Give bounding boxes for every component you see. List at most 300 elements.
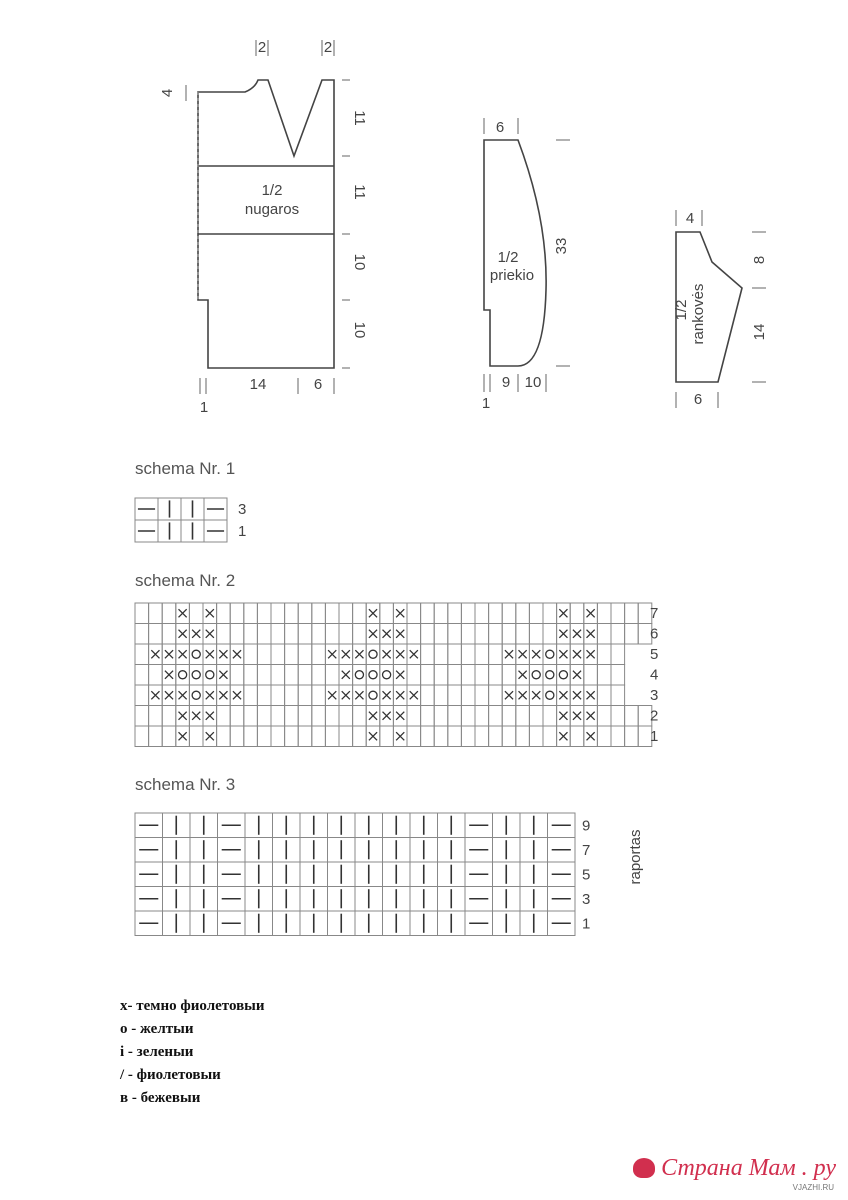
grid-cell [339, 603, 353, 624]
grid-cell [407, 706, 421, 727]
grid-cell [244, 644, 258, 665]
schema3-side-label: raportas [627, 829, 644, 885]
grid-cell [257, 603, 271, 624]
grid-cell [298, 706, 312, 727]
cross-mark [573, 671, 581, 679]
row-number: 1 [582, 915, 591, 933]
row-number: 5 [582, 866, 591, 884]
grid-cell [421, 726, 435, 747]
grid-cell [230, 603, 244, 624]
grid-cell [298, 644, 312, 665]
row-number: 4 [650, 666, 659, 684]
circle-mark [369, 691, 377, 699]
grid-cell [189, 665, 203, 686]
grid-cell [298, 624, 312, 645]
grid-cell [149, 603, 163, 624]
grid-cell [448, 644, 462, 665]
grid-cell [448, 624, 462, 645]
grid-cell [475, 624, 489, 645]
grid-cell [244, 665, 258, 686]
grid-cell [543, 726, 557, 747]
cross-mark [342, 650, 350, 658]
grid-cell [461, 644, 475, 665]
cross-mark [383, 691, 391, 699]
grid-cell [625, 624, 639, 645]
grid-cell [257, 685, 271, 706]
grid-cell [489, 726, 503, 747]
grid-cell [461, 685, 475, 706]
grid-cell [597, 603, 611, 624]
grid-cell [475, 685, 489, 706]
grid-cell [230, 624, 244, 645]
grid-cell [244, 603, 258, 624]
grid-cell [271, 706, 285, 727]
grid-cell [489, 624, 503, 645]
legend-item: i - зеленыи [120, 1044, 194, 1060]
schema3-grid [135, 813, 590, 936]
grid-cell [611, 624, 625, 645]
cross-mark [369, 630, 377, 638]
schema2-grid [135, 603, 658, 747]
cross-mark [396, 691, 404, 699]
cross-mark [192, 630, 200, 638]
cross-mark [559, 691, 567, 699]
grid-cell [421, 665, 435, 686]
grid-cell [434, 726, 448, 747]
cross-mark [383, 630, 391, 638]
cross-mark [369, 732, 377, 740]
cross-mark [179, 650, 187, 658]
grid-cell [353, 706, 367, 727]
grid-cell [489, 665, 503, 686]
grid-cell [597, 685, 611, 706]
grid-cell [298, 726, 312, 747]
cross-mark [355, 691, 363, 699]
grid-cell [353, 624, 367, 645]
grid-cell [543, 665, 557, 686]
grid-cell [421, 603, 435, 624]
cross-mark [206, 609, 214, 617]
grid-cell [244, 706, 258, 727]
cross-mark [179, 712, 187, 720]
grid-cell [271, 624, 285, 645]
grid-cell [434, 624, 448, 645]
grid-cell [584, 665, 598, 686]
grid-cell [298, 665, 312, 686]
grid-cell [135, 644, 149, 665]
grid-cell [597, 644, 611, 665]
cross-mark [519, 691, 527, 699]
grid-cell [597, 706, 611, 727]
cross-mark [587, 712, 595, 720]
cross-mark [587, 630, 595, 638]
grid-cell [448, 665, 462, 686]
grid-cell [434, 665, 448, 686]
cross-mark [410, 691, 418, 699]
grid-cell [298, 603, 312, 624]
grid-cell [325, 624, 339, 645]
grid-cell [257, 665, 271, 686]
grid-cell [434, 603, 448, 624]
grid-cell [543, 685, 557, 706]
grid-cell [434, 644, 448, 665]
grid-cell [257, 624, 271, 645]
grid-cell [529, 665, 543, 686]
cross-mark [342, 671, 350, 679]
cross-mark [219, 671, 227, 679]
grid-cell [529, 726, 543, 747]
grid-cell [625, 706, 639, 727]
back-name-line2: nugaros [244, 201, 300, 218]
circle-mark [546, 671, 554, 679]
cross-mark [206, 712, 214, 720]
grid-cell [570, 603, 584, 624]
grid-cell [475, 706, 489, 727]
grid-cell [461, 706, 475, 727]
grid-cell [475, 603, 489, 624]
grid-cell [543, 624, 557, 645]
grid-cell [380, 665, 394, 686]
heart-icon [633, 1158, 655, 1178]
grid-cell [189, 603, 203, 624]
grid-cell [529, 706, 543, 727]
grid-cell [217, 603, 231, 624]
grid-cell [135, 603, 149, 624]
grid-cell [461, 726, 475, 747]
grid-cell [217, 726, 231, 747]
circle-mark [369, 671, 377, 679]
cross-mark [179, 691, 187, 699]
grid-cell [176, 665, 190, 686]
grid-cell [448, 706, 462, 727]
row-number: 6 [650, 625, 659, 643]
watermark-site: VJAZHI.RU [792, 1183, 834, 1192]
grid-cell [597, 624, 611, 645]
cross-mark [505, 650, 513, 658]
grid-cell [611, 706, 625, 727]
front-side-label: 33 [553, 237, 570, 255]
grid-cell [271, 685, 285, 706]
grid-cell [543, 706, 557, 727]
cross-mark [559, 732, 567, 740]
cross-mark [206, 650, 214, 658]
front-name-line2: priekio [489, 267, 535, 284]
grid-cell [421, 706, 435, 727]
cross-mark [573, 712, 581, 720]
grid-cell [489, 706, 503, 727]
cross-mark [369, 609, 377, 617]
circle-mark [383, 671, 391, 679]
grid-cell [312, 685, 326, 706]
grid-cell [611, 603, 625, 624]
grid-cell [285, 665, 299, 686]
grid-cell [597, 665, 611, 686]
cross-mark [573, 650, 581, 658]
cross-mark [219, 691, 227, 699]
color-legend [120, 995, 265, 1110]
back-top-label-1: 2 [257, 39, 267, 56]
grid-cell [421, 644, 435, 665]
cross-mark [206, 691, 214, 699]
sleeve-right-label-2: 14 [751, 323, 768, 341]
cross-mark [192, 712, 200, 720]
grid-cell [366, 665, 380, 686]
circle-mark [532, 671, 540, 679]
grid-cell [611, 726, 625, 747]
cross-mark [233, 691, 241, 699]
grid-cell [149, 726, 163, 747]
cross-mark [532, 691, 540, 699]
row-number: 1 [238, 522, 247, 540]
grid-cell [162, 624, 176, 645]
grid-cell [312, 644, 326, 665]
grid-cell [502, 624, 516, 645]
cross-mark [532, 650, 540, 658]
grid-cell [611, 685, 625, 706]
grid-cell [135, 665, 149, 686]
sleeve-right-label-1: 8 [751, 255, 768, 265]
row-number: 1 [650, 727, 659, 745]
grid-cell [434, 706, 448, 727]
grid-cell [489, 603, 503, 624]
grid-cell [285, 644, 299, 665]
grid-cell [230, 706, 244, 727]
grid-cell [448, 726, 462, 747]
grid-cell [529, 624, 543, 645]
grid-cell [230, 726, 244, 747]
grid-cell [271, 644, 285, 665]
grid-cell [516, 726, 530, 747]
grid-cell [162, 726, 176, 747]
row-number: 3 [582, 891, 591, 909]
cross-mark [559, 650, 567, 658]
grid-cell [625, 726, 639, 747]
cross-mark [396, 650, 404, 658]
cross-mark [396, 712, 404, 720]
grid-cell [135, 706, 149, 727]
grid-cell [366, 644, 380, 665]
grid-cell [461, 603, 475, 624]
cross-mark [587, 691, 595, 699]
cross-mark [573, 630, 581, 638]
grid-cell [285, 726, 299, 747]
cross-mark [505, 691, 513, 699]
grid-cell [461, 624, 475, 645]
legend-item: x- темно фиолетовыи [120, 998, 265, 1014]
back-left-label: 4 [159, 88, 176, 98]
grid-cell [271, 665, 285, 686]
grid-cell [285, 624, 299, 645]
back-right-label-3: 10 [351, 253, 368, 271]
cross-mark [328, 691, 336, 699]
grid-cell [407, 726, 421, 747]
cross-mark [355, 650, 363, 658]
grid-cell [529, 603, 543, 624]
back-top-label-2: 2 [323, 39, 333, 56]
cross-mark [151, 691, 159, 699]
schema3-title: schema Nr. 3 [135, 775, 236, 794]
grid-cell [339, 726, 353, 747]
circle-mark [192, 650, 200, 658]
front-bottom-label-2: 9 [501, 374, 511, 391]
grid-cell [285, 685, 299, 706]
grid-cell [149, 706, 163, 727]
back-bottom-label-2: 14 [249, 376, 267, 393]
cross-mark [396, 732, 404, 740]
front-top-label: 6 [495, 119, 505, 136]
cross-mark [206, 630, 214, 638]
grid-cell [366, 685, 380, 706]
grid-cell [189, 685, 203, 706]
circle-mark [206, 671, 214, 679]
cross-mark [396, 609, 404, 617]
grid-cell [312, 624, 326, 645]
circle-mark [369, 650, 377, 658]
grid-cell [257, 706, 271, 727]
grid-cell [611, 644, 625, 665]
circle-mark [559, 671, 567, 679]
row-number: 7 [582, 842, 591, 860]
grid-cell [380, 726, 394, 747]
grid-cell [325, 665, 339, 686]
grid-cell [475, 644, 489, 665]
legend-item: / - фиолетовыи [120, 1067, 221, 1083]
cross-mark [219, 650, 227, 658]
grid-cell [489, 644, 503, 665]
back-bottom-label-3: 6 [313, 376, 323, 393]
grid-cell [230, 665, 244, 686]
cross-mark [369, 712, 377, 720]
row-number: 7 [650, 604, 659, 622]
circle-mark [192, 671, 200, 679]
grid-cell [339, 706, 353, 727]
cross-mark [165, 671, 173, 679]
back-right-label-1: 11 [351, 110, 368, 126]
cross-mark [179, 609, 187, 617]
grid-cell [339, 624, 353, 645]
back-piece [159, 39, 368, 416]
watermark-logo [633, 1155, 836, 1182]
grid-cell [312, 603, 326, 624]
grid-cell [298, 685, 312, 706]
cross-mark [383, 712, 391, 720]
grid-cell [312, 665, 326, 686]
front-bottom-label-3: 10 [524, 374, 542, 391]
grid-cell [285, 603, 299, 624]
grid-cell [189, 726, 203, 747]
grid-cell [271, 726, 285, 747]
grid-cell [353, 665, 367, 686]
sleeve-name-line1: 1/2 [673, 299, 690, 321]
grid-cell [244, 685, 258, 706]
cross-mark [519, 650, 527, 658]
row-number: 5 [650, 645, 659, 663]
sleeve-piece [673, 210, 768, 408]
front-bottom-label-1: 1 [481, 395, 491, 412]
grid-cell [516, 603, 530, 624]
grid-cell [353, 603, 367, 624]
grid-cell [149, 665, 163, 686]
grid-cell [244, 726, 258, 747]
cross-mark [342, 691, 350, 699]
sleeve-top-label: 4 [685, 210, 695, 227]
row-number: 3 [650, 686, 659, 704]
grid-cell [380, 603, 394, 624]
cross-mark [179, 630, 187, 638]
grid-cell [353, 726, 367, 747]
front-name-line1: 1/2 [497, 249, 519, 266]
cross-mark [206, 732, 214, 740]
grid-cell [625, 603, 639, 624]
grid-cell [502, 706, 516, 727]
grid-cell [502, 726, 516, 747]
row-number: 3 [238, 500, 247, 518]
grid-cell [257, 644, 271, 665]
grid-cell [611, 665, 625, 686]
back-right-label-4: 10 [351, 321, 368, 339]
grid-cell [162, 603, 176, 624]
grid-cell [448, 685, 462, 706]
grid-cell [516, 706, 530, 727]
grid-cell [325, 706, 339, 727]
cross-mark [559, 712, 567, 720]
legend-item: o - желтыи [120, 1021, 194, 1037]
sleeve-bottom-label: 6 [693, 391, 703, 408]
cross-mark [165, 650, 173, 658]
cross-mark [559, 609, 567, 617]
grid-cell [434, 685, 448, 706]
legend-item: в - бежевыи [120, 1090, 201, 1106]
cross-mark [559, 630, 567, 638]
cross-mark [396, 671, 404, 679]
grid-cell [244, 624, 258, 645]
grid-cell [557, 665, 571, 686]
grid-cell [271, 603, 285, 624]
front-piece [482, 118, 570, 412]
grid-cell [475, 726, 489, 747]
grid-cell [421, 624, 435, 645]
grid-cell [325, 603, 339, 624]
grid-cell [448, 603, 462, 624]
back-name-line1: 1/2 [261, 182, 283, 199]
cross-mark [587, 650, 595, 658]
grid-cell [285, 706, 299, 727]
cross-mark [587, 609, 595, 617]
circle-mark [192, 691, 200, 699]
grid-cell [407, 603, 421, 624]
cross-mark [179, 732, 187, 740]
grid-cell [502, 665, 516, 686]
sleeve-name-line2: rankovės [690, 283, 707, 345]
grid-cell [312, 706, 326, 727]
cross-mark [165, 691, 173, 699]
cross-mark [328, 650, 336, 658]
grid-cell [217, 624, 231, 645]
cross-mark [396, 630, 404, 638]
cross-mark [151, 650, 159, 658]
row-number: 2 [650, 707, 659, 725]
grid-cell [217, 706, 231, 727]
cross-mark [383, 650, 391, 658]
circle-mark [355, 671, 363, 679]
grid-cell [162, 706, 176, 727]
grid-cell [407, 624, 421, 645]
grid-cell [257, 726, 271, 747]
grid-cell [407, 665, 421, 686]
cross-mark [587, 732, 595, 740]
circle-mark [179, 671, 187, 679]
cross-mark [573, 691, 581, 699]
